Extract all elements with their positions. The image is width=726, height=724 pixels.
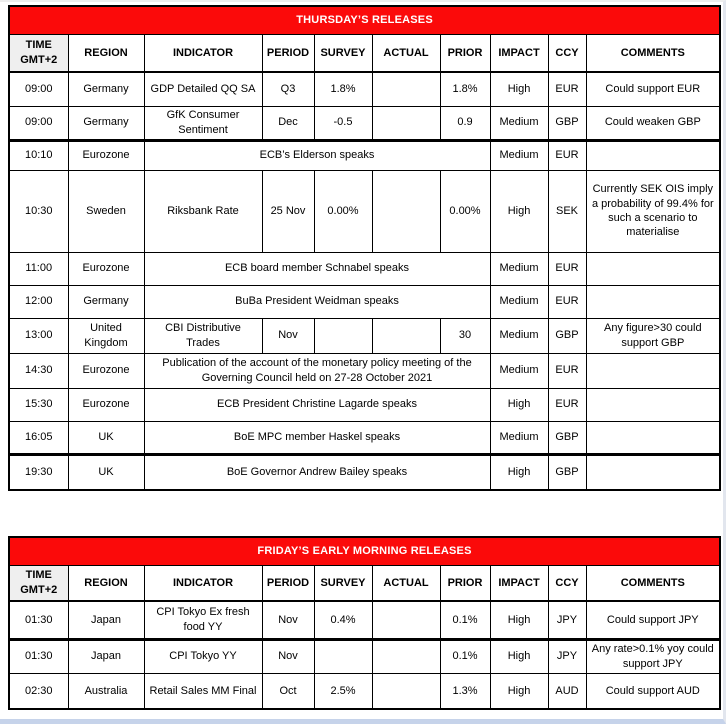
cell-ccy: GBP (548, 454, 586, 490)
cell-time: 01:30 (9, 601, 68, 639)
cell-region: United Kingdom (68, 318, 144, 353)
table-row (9, 252, 720, 285)
table-row (9, 106, 720, 140)
cell-region: Japan (68, 639, 144, 673)
cell-survey: 1.8% (314, 72, 372, 106)
col-header-impact: IMPACT (490, 34, 548, 72)
cell-impact: Medium (490, 318, 548, 353)
cell-region: Australia (68, 673, 144, 709)
cell-prior: 0.1% (440, 639, 490, 673)
cell-period: Nov (262, 639, 314, 673)
cell-period: Nov (262, 318, 314, 353)
cell-ccy: GBP (548, 421, 586, 454)
cell-indicator: Riksbank Rate (144, 170, 262, 252)
cell-ccy: EUR (548, 140, 586, 170)
cell-time: 12:00 (9, 285, 68, 318)
col-header-indicator: INDICATOR (144, 565, 262, 601)
cell-comments: Could weaken GBP (586, 106, 720, 140)
cell-region: UK (68, 421, 144, 454)
table-row (9, 285, 720, 318)
cell-comments (586, 140, 720, 170)
cell-comments (586, 388, 720, 421)
table-row (9, 140, 720, 170)
cell-region: Germany (68, 106, 144, 140)
col-header-actual: ACTUAL (372, 34, 440, 72)
cell-region: Japan (68, 601, 144, 639)
col-header-time: TIME GMT+2 (9, 34, 68, 72)
col-header-indicator: INDICATOR (144, 34, 262, 72)
cell-impact: High (490, 639, 548, 673)
cell-time: 10:10 (9, 140, 68, 170)
cell-impact: High (490, 72, 548, 106)
cell-indicator: CPI Tokyo YY (144, 639, 262, 673)
cell-ccy: JPY (548, 639, 586, 673)
cell-time: 16:05 (9, 421, 68, 454)
cell-region: Germany (68, 72, 144, 106)
cell-impact: Medium (490, 421, 548, 454)
table-row (9, 601, 720, 639)
cell-time: 10:30 (9, 170, 68, 252)
cell-comments: Currently SEK OIS imply a probability of 99.4% for such a scenario to materialise (586, 170, 720, 252)
cell-indicator: CBI Distributive Trades (144, 318, 262, 353)
cell-impact: Medium (490, 285, 548, 318)
cell-impact: High (490, 170, 548, 252)
cell-actual (372, 601, 440, 639)
cell-prior: 0.9 (440, 106, 490, 140)
cell-ccy: EUR (548, 353, 586, 388)
table-row (9, 353, 720, 388)
cell-actual (372, 106, 440, 140)
cell-ccy: GBP (548, 318, 586, 353)
cell-time: 11:00 (9, 252, 68, 285)
cell-impact: High (490, 388, 548, 421)
col-header-survey: SURVEY (314, 565, 372, 601)
cell-comments (586, 353, 720, 388)
cell-time: 13:00 (9, 318, 68, 353)
thursday-releases-table (8, 5, 721, 491)
col-header-ccy: CCY (548, 34, 586, 72)
cell-ccy: SEK (548, 170, 586, 252)
cell-comments: Could support EUR (586, 72, 720, 106)
col-header-prior: PRIOR (440, 565, 490, 601)
cell-indicator: CPI Tokyo Ex fresh food YY (144, 601, 262, 639)
cell-time: 09:00 (9, 72, 68, 106)
cell-comments: Could support AUD (586, 673, 720, 709)
table-spacer (8, 491, 723, 536)
cell-comments (586, 421, 720, 454)
cell-impact: Medium (490, 252, 548, 285)
cell-region: UK (68, 454, 144, 490)
cell-event: BoE MPC member Haskel speaks (144, 421, 490, 454)
cell-impact: Medium (490, 353, 548, 388)
cell-prior: 0.1% (440, 601, 490, 639)
cell-time: 09:00 (9, 106, 68, 140)
cell-actual (372, 170, 440, 252)
cell-indicator: Retail Sales MM Final (144, 673, 262, 709)
cell-period: Dec (262, 106, 314, 140)
cell-region: Germany (68, 285, 144, 318)
cell-prior: 1.8% (440, 72, 490, 106)
table-row (9, 421, 720, 454)
cell-ccy: JPY (548, 601, 586, 639)
cell-comments: Any figure>30 could support GBP (586, 318, 720, 353)
table-row (9, 639, 720, 673)
cell-indicator: GDP Detailed QQ SA (144, 72, 262, 106)
cell-region: Sweden (68, 170, 144, 252)
cell-comments (586, 454, 720, 490)
cell-ccy: EUR (548, 72, 586, 106)
col-header-comments: COMMENTS (586, 565, 720, 601)
cell-comments: Could support JPY (586, 601, 720, 639)
table-row (9, 170, 720, 252)
cell-impact: High (490, 673, 548, 709)
table-row (9, 673, 720, 709)
cell-survey (314, 318, 372, 353)
cell-region: Eurozone (68, 140, 144, 170)
cell-survey: 2.5% (314, 673, 372, 709)
col-header-survey: SURVEY (314, 34, 372, 72)
cell-event: ECB board member Schnabel speaks (144, 252, 490, 285)
cell-comments: Any rate>0.1% yoy could support JPY (586, 639, 720, 673)
cell-survey (314, 639, 372, 673)
cell-time: 19:30 (9, 454, 68, 490)
table-title-thursday: THURSDAY’S RELEASES (9, 6, 720, 34)
cell-period: Oct (262, 673, 314, 709)
cell-event: Publication of the account of the monetary policy meeting of the Governing Council held on 27-28 October 2021 (144, 353, 490, 388)
cell-time: 15:30 (9, 388, 68, 421)
cell-time: 01:30 (9, 639, 68, 673)
cell-prior: 0.00% (440, 170, 490, 252)
cell-comments (586, 285, 720, 318)
cell-impact: High (490, 601, 548, 639)
cell-impact: Medium (490, 106, 548, 140)
table-title-friday: FRIDAY’S EARLY MORNING RELEASES (9, 537, 720, 565)
cell-prior: 1.3% (440, 673, 490, 709)
col-header-region: REGION (68, 34, 144, 72)
cell-prior: 30 (440, 318, 490, 353)
cell-actual (372, 673, 440, 709)
cell-period: 25 Nov (262, 170, 314, 252)
cell-region: Eurozone (68, 252, 144, 285)
cell-impact: Medium (490, 140, 548, 170)
cell-ccy: EUR (548, 252, 586, 285)
cell-survey: 0.4% (314, 601, 372, 639)
table-row (9, 454, 720, 490)
friday-releases-table (8, 536, 721, 710)
cell-event: BoE Governor Andrew Bailey speaks (144, 454, 490, 490)
cell-region: Eurozone (68, 353, 144, 388)
cell-survey: 0.00% (314, 170, 372, 252)
cell-period: Nov (262, 601, 314, 639)
col-header-period: PERIOD (262, 565, 314, 601)
col-header-period: PERIOD (262, 34, 314, 72)
cell-event: ECB’s Elderson speaks (144, 140, 490, 170)
col-header-ccy: CCY (548, 565, 586, 601)
cell-survey: -0.5 (314, 106, 372, 140)
cell-actual (372, 639, 440, 673)
cell-event: BuBa President Weidman speaks (144, 285, 490, 318)
table-row (9, 72, 720, 106)
cell-period: Q3 (262, 72, 314, 106)
col-header-actual: ACTUAL (372, 565, 440, 601)
cell-event: ECB President Christine Lagarde speaks (144, 388, 490, 421)
table-row (9, 318, 720, 353)
cell-actual (372, 318, 440, 353)
cell-region: Eurozone (68, 388, 144, 421)
cell-time: 14:30 (9, 353, 68, 388)
cell-impact: High (490, 454, 548, 490)
cell-ccy: EUR (548, 388, 586, 421)
col-header-prior: PRIOR (440, 34, 490, 72)
cell-comments (586, 252, 720, 285)
cell-indicator: GfK Consumer Sentiment (144, 106, 262, 140)
cell-ccy: EUR (548, 285, 586, 318)
table-row (9, 388, 720, 421)
cell-actual (372, 72, 440, 106)
col-header-impact: IMPACT (490, 565, 548, 601)
col-header-time: TIME GMT+2 (9, 565, 68, 601)
col-header-region: REGION (68, 565, 144, 601)
col-header-comments: COMMENTS (586, 34, 720, 72)
cell-time: 02:30 (9, 673, 68, 709)
cell-ccy: AUD (548, 673, 586, 709)
cell-ccy: GBP (548, 106, 586, 140)
